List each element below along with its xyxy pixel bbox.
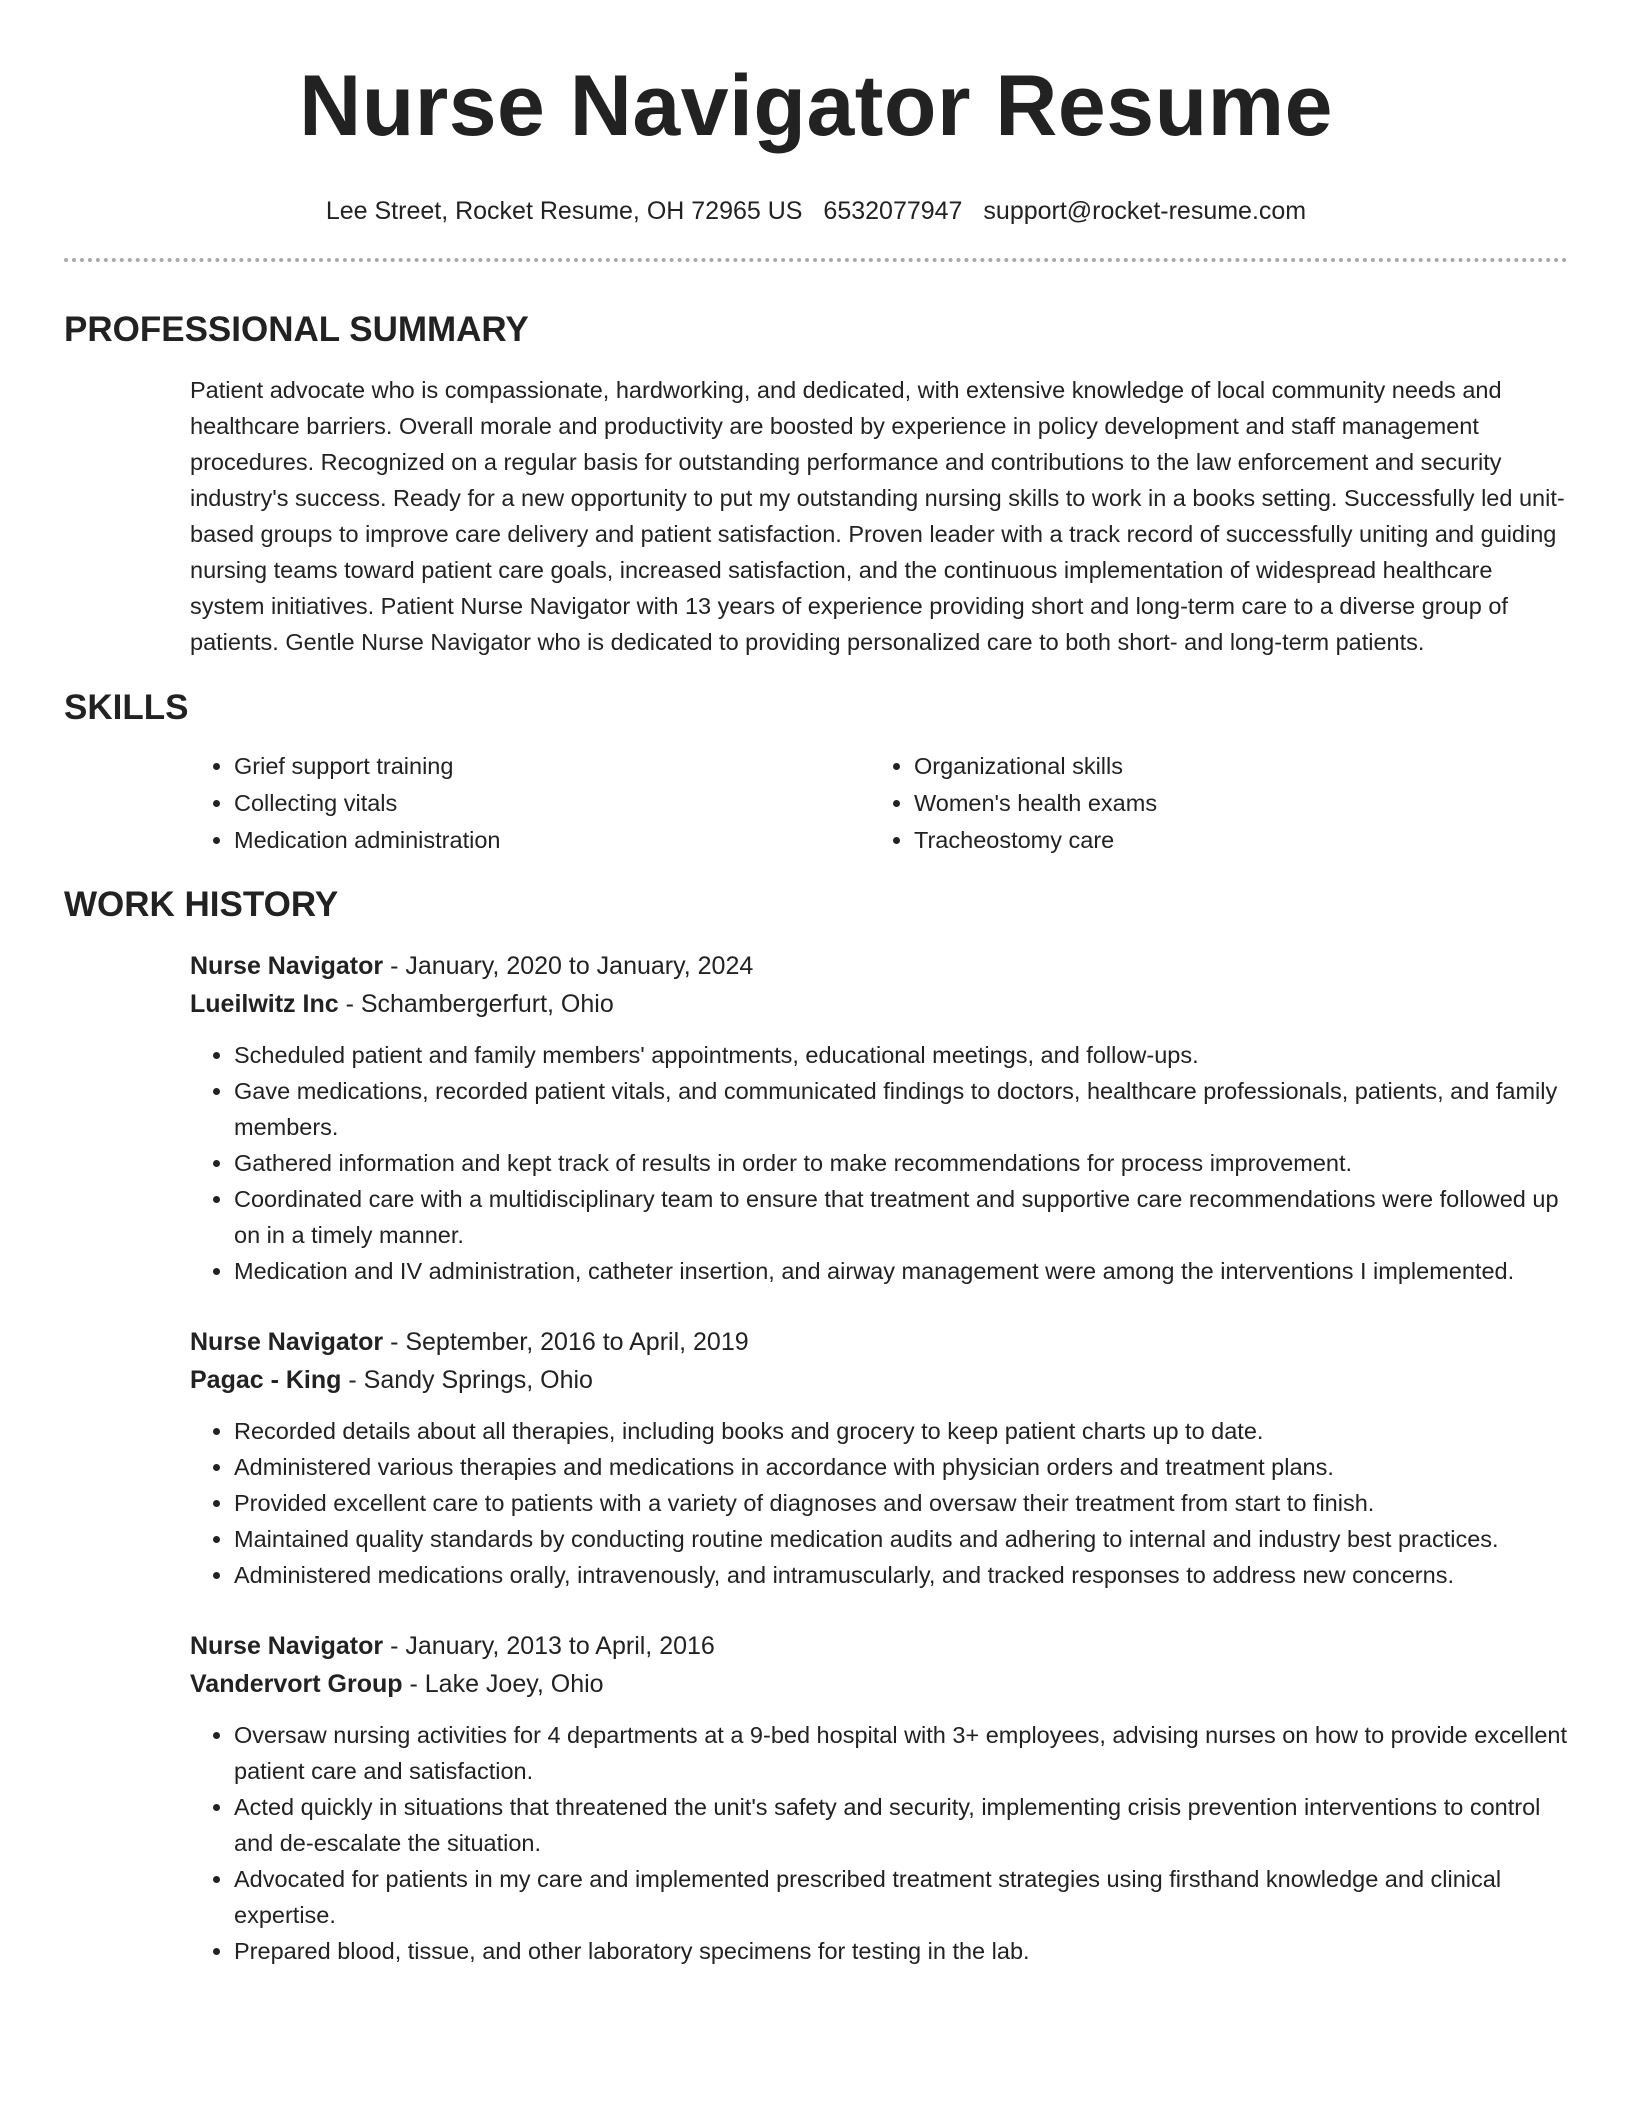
job-bullet: • Coordinated care with a multidisciplinary team to ensure that treatment and supportive care recommendations were followed up on in a timely manner. bbox=[234, 1181, 1568, 1253]
contact-email: support@rocket-resume.com bbox=[983, 197, 1307, 225]
job-entry bbox=[190, 1323, 1568, 1593]
job-bullet: • Recorded details about all therapies, including books and grocery to keep patient charts up to date. bbox=[234, 1413, 1568, 1449]
page-title: Nurse Navigator Resume bbox=[299, 58, 1333, 154]
job-company: Lueilwitz Inc bbox=[190, 990, 339, 1018]
resume-header bbox=[64, 0, 1568, 228]
job-bullet-list bbox=[190, 1413, 1568, 1593]
job-title: Nurse Navigator bbox=[190, 952, 384, 980]
job-company-line bbox=[190, 985, 1568, 1023]
summary-section bbox=[64, 308, 1568, 660]
job-bullet-list bbox=[190, 1037, 1568, 1289]
job-title-line bbox=[190, 1323, 1568, 1361]
job-bullet: • Medication and IV administration, catheter insertion, and airway management were among the interventions I implemented. bbox=[234, 1253, 1568, 1289]
job-dates: - September, 2016 to April, 2019 bbox=[383, 1328, 749, 1356]
job-bullet: • Scheduled patient and family members' appointments, educational meetings, and follow-ups. bbox=[234, 1037, 1568, 1073]
job-title: Nurse Navigator bbox=[190, 1328, 384, 1356]
job-bullet: • Gave medications, recorded patient vitals, and communicated findings to doctors, healthcare professionals, patients, and family members. bbox=[234, 1073, 1568, 1145]
skills-list-left bbox=[190, 748, 870, 859]
contact-phone: 6532077947 bbox=[823, 197, 963, 225]
job-company: Pagac - King bbox=[190, 1366, 342, 1394]
job-bullet-list bbox=[190, 1717, 1568, 1969]
job-company-line bbox=[190, 1665, 1568, 1703]
header-divider bbox=[64, 258, 1568, 262]
work-history-heading: WORK HISTORY bbox=[64, 885, 339, 924]
job-bullet: • Provided excellent care to patients with a variety of diagnoses and oversaw their treatment from start to finish. bbox=[234, 1485, 1568, 1521]
contact-address: Lee Street, Rocket Resume, OH 72965 US bbox=[325, 197, 803, 225]
job-bullet: • Acted quickly in situations that threatened the unit's safety and security, implementing crisis prevention interventions to control and de-escalate the situation. bbox=[234, 1789, 1568, 1861]
job-title-line bbox=[190, 1627, 1568, 1665]
job-bullet: • Prepared blood, tissue, and other laboratory specimens for testing in the lab. bbox=[234, 1933, 1568, 1969]
skills-grid bbox=[190, 748, 1568, 859]
job-bullet: • Gathered information and kept track of results in order to make recommendations for process improvement. bbox=[234, 1145, 1568, 1181]
job-title: Nurse Navigator bbox=[190, 1632, 384, 1660]
job-entry bbox=[190, 947, 1568, 1289]
job-company: Vandervort Group bbox=[190, 1670, 403, 1698]
skill-item: • Collecting vitals bbox=[234, 785, 870, 822]
skills-heading: SKILLS bbox=[64, 688, 189, 727]
job-bullet: • Oversaw nursing activities for 4 departments at a 9-bed hospital with 3+ employees, advising nurses on how to provide excellent patient care and satisfaction. bbox=[234, 1717, 1568, 1789]
job-title-line bbox=[190, 947, 1568, 985]
skill-item: • Tracheostomy care bbox=[914, 822, 1568, 859]
job-bullet: • Administered various therapies and medications in accordance with physician orders and treatment plans. bbox=[234, 1449, 1568, 1485]
skill-item: • Women's health exams bbox=[914, 785, 1568, 822]
job-dates: - January, 2020 to January, 2024 bbox=[383, 952, 754, 980]
skill-item: • Grief support training bbox=[234, 748, 870, 785]
work-history-section bbox=[64, 883, 1568, 1969]
summary-heading: PROFESSIONAL SUMMARY bbox=[64, 310, 529, 349]
skills-list-right bbox=[870, 748, 1568, 859]
job-bullet: • Maintained quality standards by conducting routine medication audits and adhering to internal and industry best practices. bbox=[234, 1521, 1568, 1557]
job-company-line bbox=[190, 1361, 1568, 1399]
job-entry bbox=[190, 1627, 1568, 1969]
job-bullet: • Advocated for patients in my care and implemented prescribed treatment strategies using firsthand knowledge and clinical expertise. bbox=[234, 1861, 1568, 1933]
skills-section bbox=[64, 686, 1568, 859]
job-dates: - January, 2013 to April, 2016 bbox=[383, 1632, 715, 1660]
skill-item: • Organizational skills bbox=[914, 748, 1568, 785]
job-bullet: • Administered medications orally, intravenously, and intramuscularly, and tracked responses to address new concerns. bbox=[234, 1557, 1568, 1593]
job-location: - Lake Joey, Ohio bbox=[402, 1670, 604, 1698]
skill-item: • Medication administration bbox=[234, 822, 870, 859]
job-location: - Schambergerfurt, Ohio bbox=[338, 990, 614, 1018]
job-location: - Sandy Springs, Ohio bbox=[341, 1366, 593, 1394]
contact-line bbox=[64, 194, 1568, 228]
summary-text: Patient advocate who is compassionate, hardworking, and dedicated, with extensive knowledge of local community needs and healthcare barriers. Overall morale and productivity are boosted by experience in policy development and staff management procedures. Recognized on a regular basis for outstanding performance and contributions to the law enforcement and security industry's success. Ready for a new opportunity to put my outstanding nursing skills to work in a books setting. Successfully led unit-based groups to improve care delivery and patient satisfaction. Proven leader with a track record of successfully uniting and guiding nursing teams toward patient care goals, increased satisfaction, and the continuous implementation of widespread healthcare system initiatives. Patient Nurse Navigator with 13 years of experience providing short and long-term care to a diverse group of patients. Gentle Nurse Navigator who is dedicated to providing personalized care to both short- and long-term patients. bbox=[190, 377, 1565, 655]
